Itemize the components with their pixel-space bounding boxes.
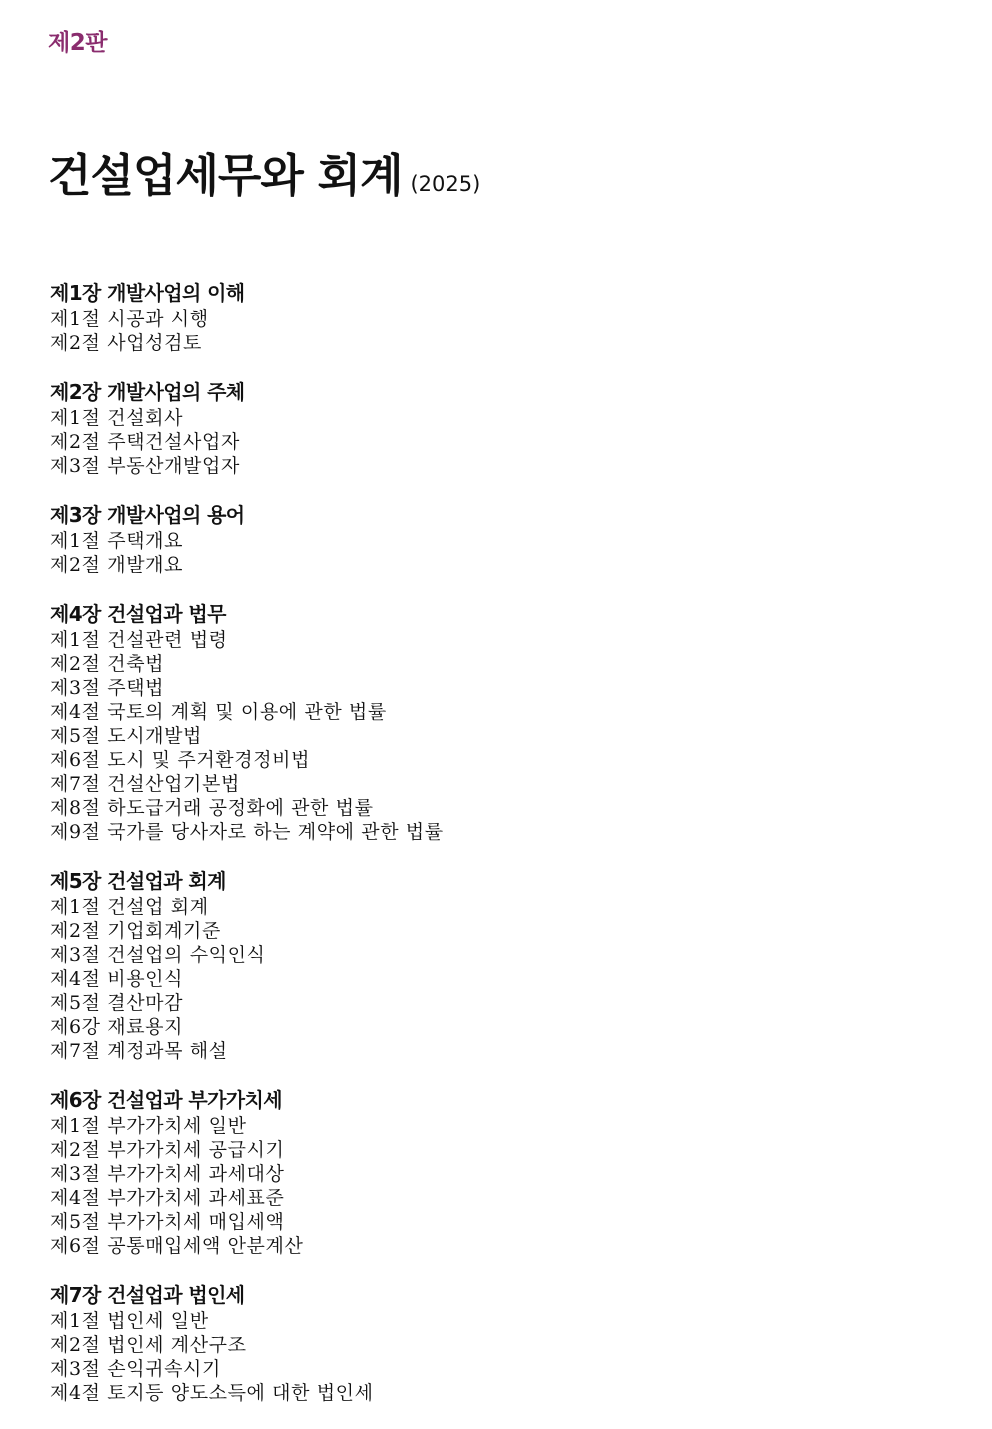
- section-item: 제3절 손익귀속시기: [50, 1358, 221, 1380]
- section-item: 제3절 부가가치세 과세대상: [50, 1163, 285, 1185]
- section-item: 제5절 도시개발법: [50, 725, 203, 747]
- section-item: 제1절 부가가치세 일반: [50, 1115, 247, 1137]
- book-year: (2025): [410, 172, 481, 196]
- chapter-title: 제6장 건설업과 부가가치세: [50, 1088, 282, 1112]
- chapter-block: [50, 379, 950, 478]
- section-item: 제4절 토지등 양도소득에 대한 법인세: [50, 1382, 374, 1404]
- section-item: 제4절 국토의 계획 및 이용에 관한 법률: [50, 701, 387, 723]
- section-item: 제5절 결산마감: [50, 992, 184, 1014]
- section-item: 제1절 시공과 시행: [50, 308, 209, 330]
- section-item: 제4절 비용인식: [50, 968, 184, 990]
- section-item: 제6절 도시 및 주거환경정비법: [50, 749, 311, 771]
- section-item: 제2절 개발개요: [50, 554, 184, 576]
- section-item: 제6절 공통매입세액 안분계산: [50, 1235, 304, 1257]
- section-item: 제2절 법인세 계산구조: [50, 1334, 247, 1356]
- chapter-title: 제4장 건설업과 법무: [50, 602, 226, 626]
- section-item: 제1절 건설관련 법령: [50, 629, 228, 651]
- chapter-title: 제5장 건설업과 회계: [50, 869, 226, 893]
- section-item: 제3절 주택법: [50, 677, 165, 699]
- chapter-title: 제3장 개발사업의 용어: [50, 503, 245, 527]
- chapter-block: [50, 1087, 950, 1258]
- section-item: 제1절 건설회사: [50, 407, 184, 429]
- chapter-title: 제1장 개발사업의 이해: [50, 281, 245, 305]
- chapter-title: 제2장 개발사업의 주체: [50, 380, 245, 404]
- table-of-contents: [50, 280, 950, 1429]
- edition-label: 제2판: [48, 30, 107, 56]
- section-item: 제6강 재료용지: [50, 1016, 184, 1038]
- chapter-block: [50, 1282, 950, 1405]
- section-item: 제2절 부가가치세 공급시기: [50, 1139, 285, 1161]
- chapter-title: 제7장 건설업과 법인세: [50, 1283, 245, 1307]
- chapter-block: [50, 502, 950, 577]
- section-item: 제1절 건설업 회계: [50, 896, 209, 918]
- title-block: [48, 144, 480, 208]
- section-item: 제1절 법인세 일반: [50, 1310, 209, 1332]
- section-item: 제5절 부가가치세 매입세액: [50, 1211, 285, 1233]
- section-item: 제2절 기업회계기준: [50, 920, 221, 942]
- section-item: 제7절 건설산업기본법: [50, 773, 240, 795]
- section-item: 제3절 건설업의 수익인식: [50, 944, 266, 966]
- section-item: 제9절 국가를 당사자로 하는 계약에 관한 법률: [50, 821, 444, 843]
- section-item: 제2절 사업성검토: [50, 332, 203, 354]
- section-item: 제2절 주택건설사업자: [50, 431, 240, 453]
- section-item: 제7절 계정과목 해설: [50, 1040, 228, 1062]
- chapter-block: [50, 868, 950, 1063]
- section-item: 제8절 하도급거래 공정화에 관한 법률: [50, 797, 374, 819]
- section-item: 제3절 부동산개발업자: [50, 455, 240, 477]
- book-title: 건설업세무와 회계: [48, 149, 403, 202]
- section-item: 제2절 건축법: [50, 653, 165, 675]
- section-item: 제4절 부가가치세 과세표준: [50, 1187, 285, 1209]
- chapter-block: [50, 280, 950, 355]
- chapter-block: [50, 601, 950, 844]
- section-item: 제1절 주택개요: [50, 530, 184, 552]
